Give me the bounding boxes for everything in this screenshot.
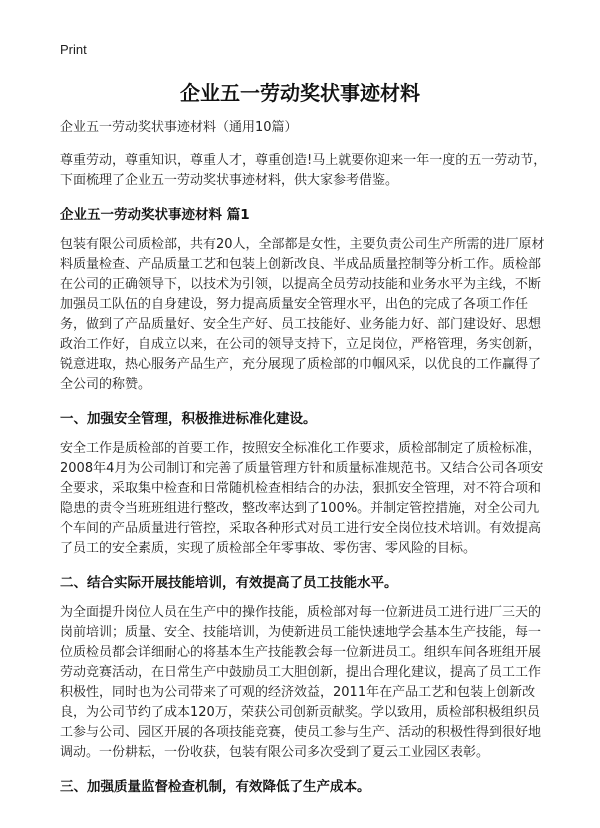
document-subtitle: 企业五一劳动奖状事迹材料（通用10篇） — [60, 120, 298, 135]
article-heading: 企业五一劳动奖状事迹材料 篇1 — [60, 207, 250, 223]
page-title: 企业五一劳动奖状事迹材料 — [180, 81, 420, 105]
section-body-safety: 安全工作是质检部的首要工作，按照安全标准化工作要求，质检部制定了质检标准，2008年4月为公司制订和完善了质量管理方针和质量标准规范书。又结合公司各项安全要求，采取集中检查和日常随机检查相结合的办法，狠抓安全管理，对不符合项和隐患的责令当班班组进行整改，整改率达到了100%。并制定管控措施，对全公司九个车间的产品质量进行管控，采取各种形式对员工进行安全岗位技术培训。有效提高了员工的安全素质，实现了质检部全年零事故、零伤害、零风险的目标。 — [60, 441, 544, 556]
section-heading-quality: 三、加强质量监督检查机制，有效降低了生产成本。 — [60, 779, 371, 795]
section-body-training: 为全面提升岗位人员在生产中的操作技能，质检部对每一位新进员工进行进厂三天的岗前培训；质量、安全、技能培训，为使新进员工能快速地学会基本生产技能，每一位质检员都会详细耐心的将基本生产技能教会每一位新进员工。组织车间各班组开展劳动竞赛活动，在日常生产中鼓励员工大胆创新，提出合理化建议，提高了员工工作积极性，同时也为公司带来了可观的经济效益，2011年在产品工艺和包装上创新改良，为公司节约了成本120万，荣获公司创新贡献奖。学以致用，质检部积极组织员工参与公司、园区开展的各项技能竞赛，使员工参与生产、活动的积极性得到很好地调动。一份耕耘，一份收获，包装有限公司多次受到了夏云工业园区表彰。 — [60, 605, 542, 760]
intro-paragraph: 尊重劳动，尊重知识，尊重人才，尊重创造!马上就要你迎来一年一度的五一劳动节，下面梳理了企业五一劳动奖状事迹材料，供大家参考借鉴。 — [60, 153, 547, 188]
section-heading-safety: 一、加强安全管理，积极推进标准化建设。 — [60, 411, 317, 427]
print-link[interactable]: Print — [60, 42, 87, 57]
article-intro-paragraph: 包装有限公司质检部，共有20人，全部都是女性，主要负责公司生产所需的进厂原材料质量检查、产品质量工艺和包装上创新改良、半成品质量控制等分析工作。质检部在公司的正确领导下，以技术为引领，以提高全员劳动技能和业务水平为主线，不断加强员工队伍的自身建设，努力提高质量安全管理水平，出色的完成了各项工作任务，做到了产品质量好、安全生产好、员工技能好、业务能力好、部门建设好、思想政治工作好，自成立以来，在公司的领导支持下，立足岗位，严格管理，务实创新，锐意进取，热心服务产品生产，充分展现了质检部的巾帼风采，以优良的工作赢得了全公司的称赞。 — [60, 237, 545, 392]
section-heading-training: 二、结合实际开展技能培训，有效提高了员工技能水平。 — [60, 575, 398, 591]
document-body — [60, 118, 550, 807]
